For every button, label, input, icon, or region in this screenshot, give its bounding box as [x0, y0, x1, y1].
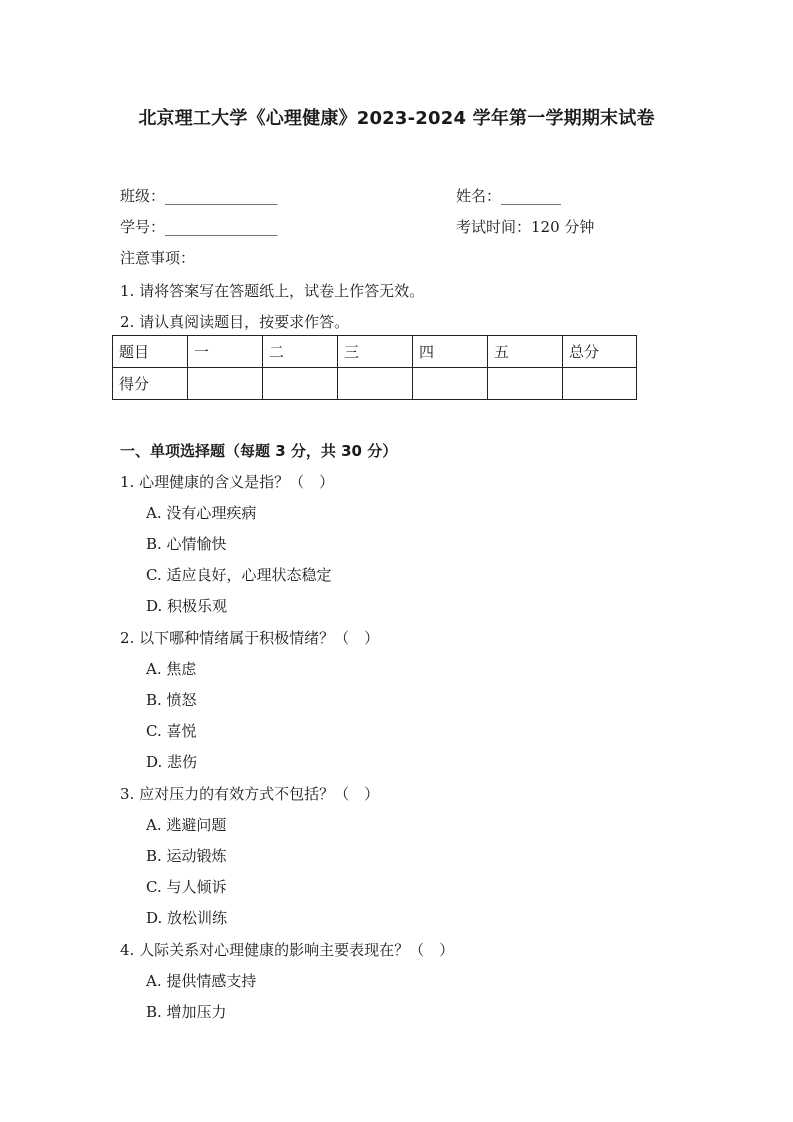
score-header-cell: 五: [488, 336, 563, 368]
score-cell: [263, 368, 338, 400]
score-header-cell: 一: [188, 336, 263, 368]
score-header-cell: 总分: [563, 336, 637, 368]
question-option: C. 喜悦: [146, 722, 197, 740]
question-option: D. 放松训练: [146, 909, 228, 927]
section-heading: 一、单项选择题（每题 3 分，共 30 分）: [120, 442, 398, 460]
question-option: B. 增加压力: [146, 1003, 227, 1021]
question-stem: 2. 以下哪种情绪属于积极情绪？（ ）: [120, 629, 380, 647]
score-cell: [488, 368, 563, 400]
question-option: B. 心情愉快: [146, 535, 227, 553]
score-row-label: 得分: [113, 368, 188, 400]
student-id-label: 学号：: [120, 218, 166, 236]
notes-heading: 注意事项：: [120, 249, 196, 267]
question-option: C. 适应良好，心理状态稳定: [146, 566, 332, 584]
question-option: C. 与人倾诉: [146, 878, 227, 896]
class-label: 班级：: [120, 187, 166, 205]
score-header-cell: 二: [263, 336, 338, 368]
score-table: [112, 335, 637, 400]
question-stem: 4. 人际关系对心理健康的影响主要表现在？（ ）: [120, 941, 455, 959]
score-table-header-row: [113, 336, 637, 368]
question-option: D. 悲伤: [146, 753, 198, 771]
question-option: A. 焦虑: [146, 660, 197, 678]
score-header-cell: 三: [338, 336, 413, 368]
score-cell: [188, 368, 263, 400]
exam-time-value: 120 分钟: [531, 218, 595, 236]
note-item: 1. 请将答案写在答题纸上，试卷上作答无效。: [120, 282, 425, 300]
question-option: A. 提供情感支持: [146, 972, 257, 990]
question-option: B. 运动锻炼: [146, 847, 227, 865]
score-cell: [413, 368, 488, 400]
question-option: A. 没有心理疾病: [146, 504, 257, 522]
name-blank: ________: [501, 187, 562, 205]
name-field: [456, 186, 561, 206]
score-header-cell: 题目: [113, 336, 188, 368]
question-option: D. 积极乐观: [146, 597, 228, 615]
question-option: B. 愤怒: [146, 691, 197, 709]
name-label: 姓名：: [456, 187, 502, 205]
score-table-score-row: [113, 368, 637, 400]
question-stem: 3. 应对压力的有效方式不包括？（ ）: [120, 785, 380, 803]
class-field: [120, 186, 278, 206]
note-item: 2. 请认真阅读题目，按要求作答。: [120, 313, 350, 331]
score-cell: [563, 368, 637, 400]
score-header-cell: 四: [413, 336, 488, 368]
score-cell: [338, 368, 413, 400]
student-id-blank: _______________: [165, 218, 278, 236]
class-blank: _______________: [165, 187, 278, 205]
question-stem: 1. 心理健康的含义是指？（ ）: [120, 473, 335, 491]
student-id-field: [120, 217, 278, 237]
exam-time-field: [456, 217, 594, 237]
exam-time-label: 考试时间：: [456, 218, 532, 236]
exam-title: 北京理工大学《心理健康》2023-2024 学年第一学期期末试卷: [138, 108, 655, 129]
question-option: A. 逃避问题: [146, 816, 227, 834]
